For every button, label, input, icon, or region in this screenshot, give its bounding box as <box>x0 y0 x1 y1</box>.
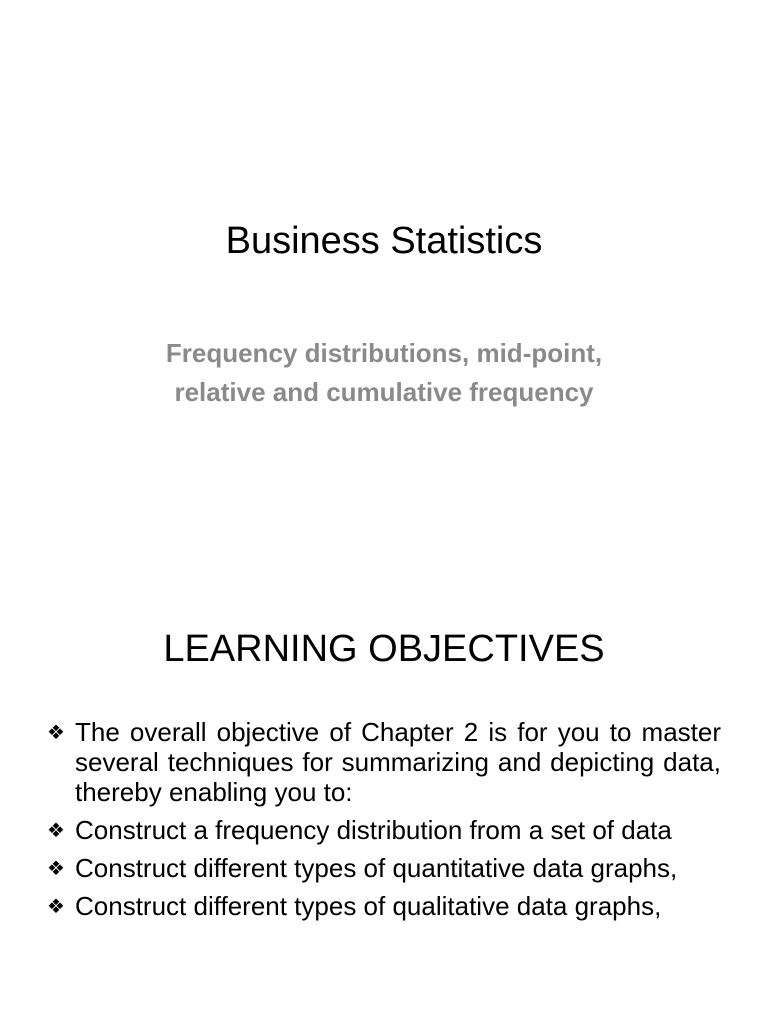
list-item <box>47 853 721 883</box>
slide-subtitle <box>0 334 768 412</box>
list-item-text: The overall objective of Chapter 2 is for you to master several techniques for summarizing and depicting data, thereby enabling you to: <box>75 717 721 807</box>
list-item-text: Construct different types of quantitative data graphs, <box>75 853 678 883</box>
list-item <box>47 717 721 807</box>
four-diamond-bullet-icon: ❖ <box>47 818 65 842</box>
objectives-slide <box>0 579 768 1024</box>
list-item <box>47 891 721 921</box>
list-item <box>47 815 721 845</box>
list-item-text: Construct a frequency distribution from a set of data <box>75 815 672 845</box>
four-diamond-bullet-icon: ❖ <box>47 856 65 880</box>
objectives-title: LEARNING OBJECTIVES <box>163 628 605 670</box>
four-diamond-bullet-icon: ❖ <box>47 720 65 744</box>
list-item-text: Construct different types of qualitative data graphs, <box>75 891 662 921</box>
slide-title: Business Statistics <box>225 220 543 262</box>
objectives-list <box>47 717 721 929</box>
subtitle-line: Frequency distributions, mid-point, <box>165 338 603 368</box>
subtitle-line: relative and cumulative frequency <box>174 377 594 407</box>
four-diamond-bullet-icon: ❖ <box>47 894 65 918</box>
